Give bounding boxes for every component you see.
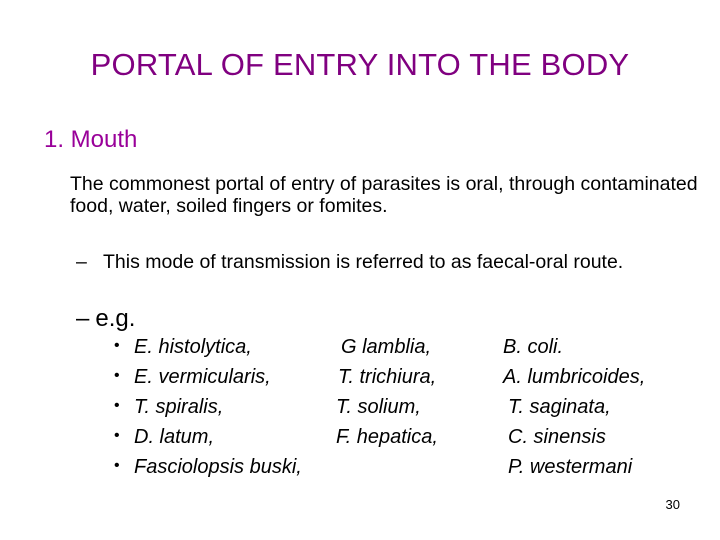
list-item: [114, 336, 714, 366]
parasite-name: A. lumbricoides,: [503, 366, 646, 388]
sub-point: [76, 251, 706, 273]
parasite-name: F. hepatica,: [336, 426, 438, 448]
dash-marker: –: [76, 251, 87, 273]
list-item: [114, 366, 714, 396]
dash-marker: –: [76, 305, 90, 332]
parasite-name: E. vermicularis,: [134, 366, 271, 388]
eg-text: e.g.: [95, 305, 136, 332]
parasite-name: T. saginata,: [508, 396, 611, 418]
parasite-name: T. spiralis,: [134, 396, 224, 418]
bullet-icon: •: [114, 457, 120, 474]
parasite-name: B. coli.: [503, 336, 564, 358]
page-number: 30: [665, 497, 680, 512]
example-label: [76, 305, 135, 333]
parasite-name: T. solium,: [336, 396, 421, 418]
list-item: [114, 456, 714, 486]
section-heading: 1. Mouth: [44, 126, 138, 153]
bullet-icon: •: [114, 337, 120, 354]
parasite-name: C. sinensis: [508, 426, 606, 448]
sub-point-text: This mode of transmission is referred to as faecal-oral route.: [103, 251, 624, 273]
parasite-name: P. westermani: [508, 456, 633, 478]
bullet-icon: •: [114, 367, 120, 384]
slide-title: PORTAL OF ENTRY INTO THE BODY: [90, 47, 630, 82]
parasite-name: Fasciolopsis buski,: [134, 456, 302, 478]
parasite-name: E. histolytica,: [134, 336, 252, 358]
list-item: [114, 396, 714, 426]
parasite-name: G lamblia,: [341, 336, 432, 358]
parasite-list: [114, 336, 714, 486]
bullet-icon: •: [114, 427, 120, 444]
parasite-name: T. trichiura,: [338, 366, 437, 388]
list-item: [114, 426, 714, 456]
bullet-icon: •: [114, 397, 120, 414]
parasite-name: D. latum,: [134, 426, 215, 448]
body-paragraph: The commonest portal of entry of parasites is oral, through contaminated food, water, soiled fingers or fomites.: [70, 173, 698, 217]
